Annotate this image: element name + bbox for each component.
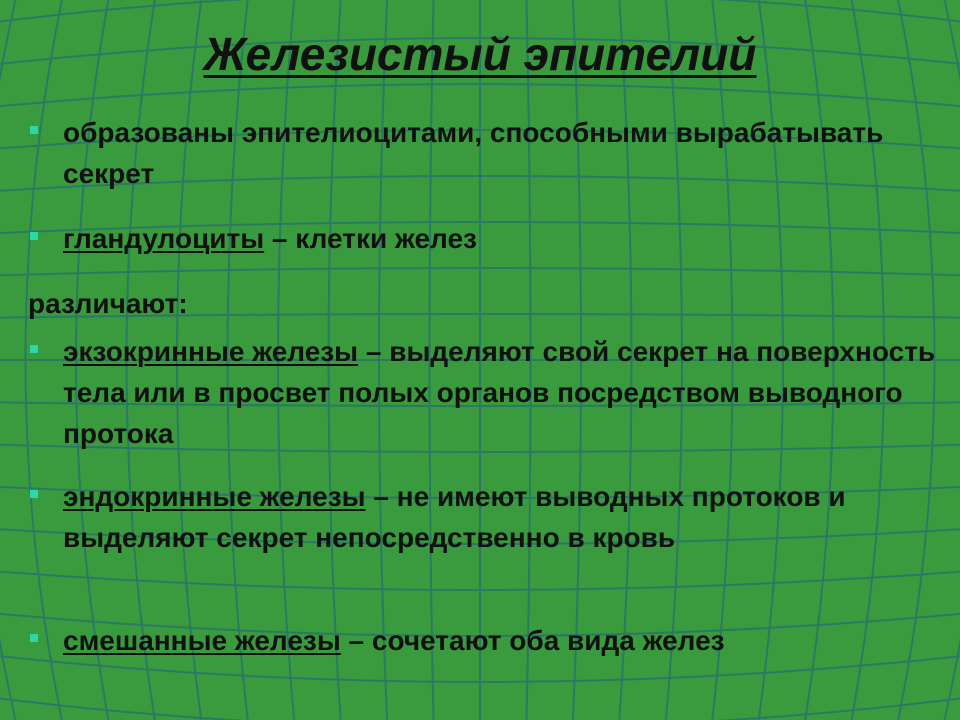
bullet-square-icon xyxy=(30,232,38,240)
item-text: – сочетают оба вида желез xyxy=(340,625,725,656)
item-text: – выделяют свой секрет на поверхность тела или в просвет полых органов посредством выводного протока xyxy=(63,336,936,449)
term-mixed: смешанные железы xyxy=(63,625,341,656)
bullet-square-icon xyxy=(30,490,38,498)
bullet-square-icon xyxy=(30,634,38,642)
item-text: – клетки желез xyxy=(264,223,477,254)
bullet-item-endocrine xyxy=(63,476,943,558)
term-glandulocytes: гландулоциты xyxy=(63,223,265,254)
subheading: различают: xyxy=(28,288,188,319)
term-exocrine: экзокринные железы xyxy=(63,336,359,367)
bullet-item-mixed xyxy=(63,620,943,661)
item-text: – не имеют выводных протоков и выделяют секрет непосредственно в кровь xyxy=(63,481,846,553)
item-text: образованы эпителиоцитами, способными вырабатывать секрет xyxy=(63,117,884,189)
slide-title: Железистый эпителий xyxy=(203,28,757,80)
term-endocrine: эндокринные железы xyxy=(63,481,366,512)
bullet-item-exocrine xyxy=(63,331,943,454)
bullet-square-icon xyxy=(30,345,38,353)
bullet-square-icon xyxy=(30,126,38,134)
bullet-item-glandulocytes xyxy=(63,218,943,259)
bullet-item-epitheliocytes xyxy=(63,112,943,194)
